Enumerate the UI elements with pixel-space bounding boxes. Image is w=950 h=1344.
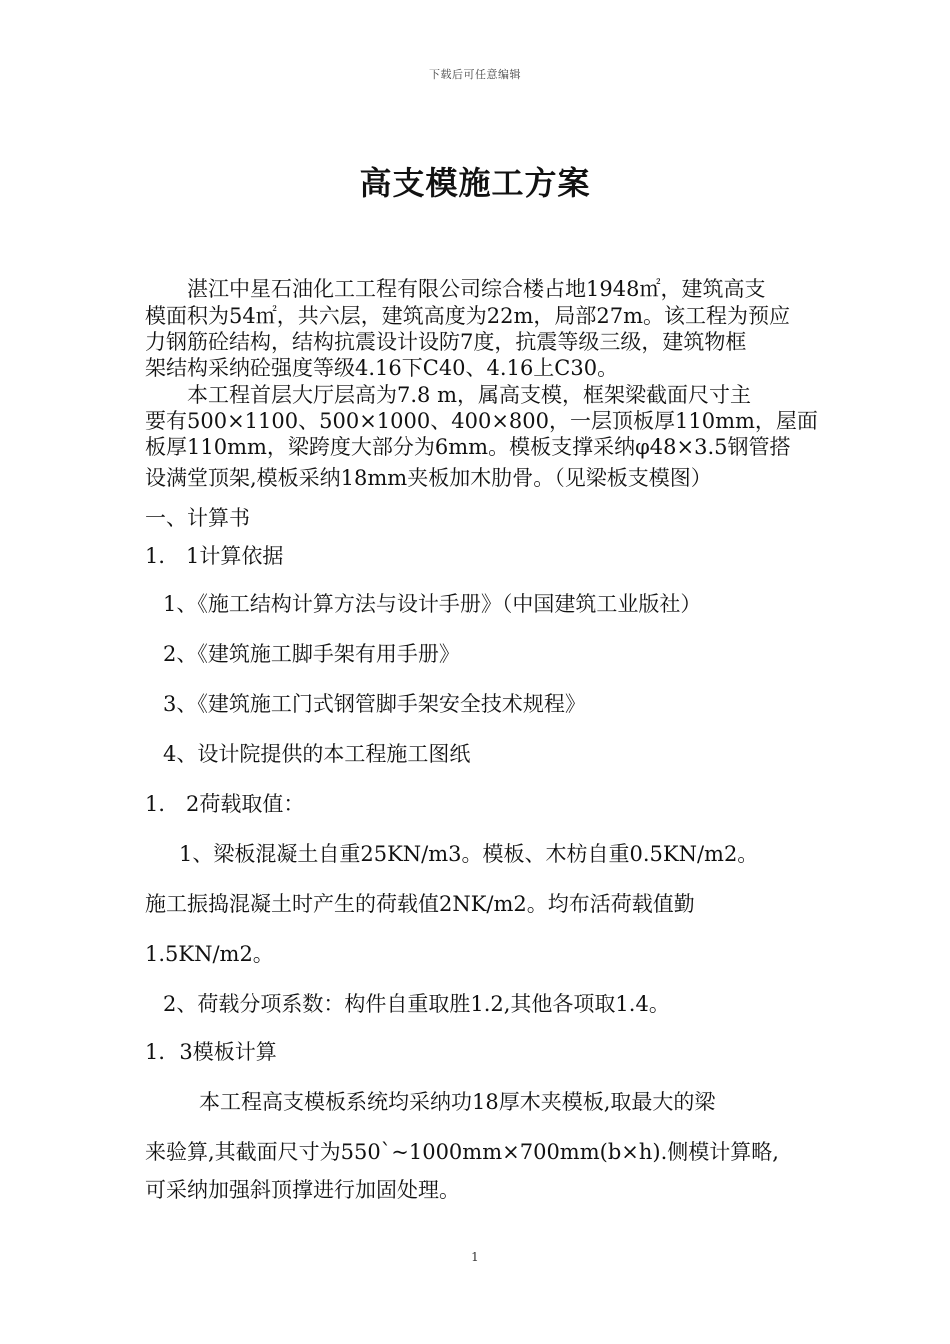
paragraph-line: 力钢筋砼结构，结构抗震设计设防7度，抗震等级三级，建筑物框 [145, 330, 747, 354]
reference-item: 3、《建筑施工门式钢管脚手架安全技术规程》 [163, 692, 586, 716]
subsection-heading: 1．3模板计算 [145, 1040, 277, 1064]
page-number: 1 [471, 1250, 479, 1264]
paragraph-line: 可采纳加强斜顶撑进行加固处理。 [145, 1178, 460, 1202]
paragraph-line: 1、梁板混凝土自重25KN/m3。模板、木枋自重0.5KN/m2。 [179, 842, 759, 866]
paragraph-line: 设满堂顶架,模板采纳18mm夹板加木肋骨。（见梁板支模图） [145, 466, 712, 490]
paragraph-line: 模面积为54㎡，共六层，建筑高度为22m，局部27m。该工程为预应 [145, 304, 790, 328]
paragraph-line: 湛江中星石油化工工程有限公司综合楼占地1948㎡，建筑高支 [187, 277, 766, 301]
paragraph-line: 本工程高支模板系统均采纳功18厚木夹模板,取最大的梁 [199, 1090, 716, 1114]
reference-item: 4、设计院提供的本工程施工图纸 [163, 742, 471, 766]
subsection-heading: 1． 2荷载取值： [145, 792, 305, 816]
paragraph-line: 1.5KN/m2。 [145, 942, 274, 966]
paragraph-line: 2、荷载分项系数：构件自重取胜1.2,其他各项取1.4。 [163, 992, 670, 1016]
paragraph-line: 板厚110mm，梁跨度大部分为6mm。模板支撑采纳φ48×3.5钢管搭 [145, 435, 791, 459]
paragraph-line: 本工程首层大厅层高为7.8 m，属高支模，框架梁截面尺寸主 [187, 383, 751, 407]
reference-item: 2、《建筑施工脚手架有用手册》 [163, 642, 460, 666]
document-title: 高支模施工方案 [359, 164, 591, 202]
paragraph-line: 施工振捣混凝土时产生的荷载值2NK/m2。均布活荷载值勤 [145, 892, 695, 916]
subsection-heading: 1． 1计算依据 [145, 544, 284, 568]
reference-item: 1、《施工结构计算方法与设计手册》（中国建筑工业版社） [163, 592, 702, 616]
paragraph-line: 架结构采纳砼强度等级4.16下C40、4.16上C30。 [145, 356, 619, 380]
paragraph-line: 要有500×1100、500×1000、400×800，一层顶板厚110mm，屋面 [145, 409, 818, 433]
paragraph-line: 来验算,其截面尺寸为550`~1000mm×700mm(b×h).侧模计算略, [145, 1140, 779, 1164]
section-heading: 一、计算书 [145, 506, 250, 530]
page-header-note: 下载后可任意编辑 [429, 68, 521, 81]
